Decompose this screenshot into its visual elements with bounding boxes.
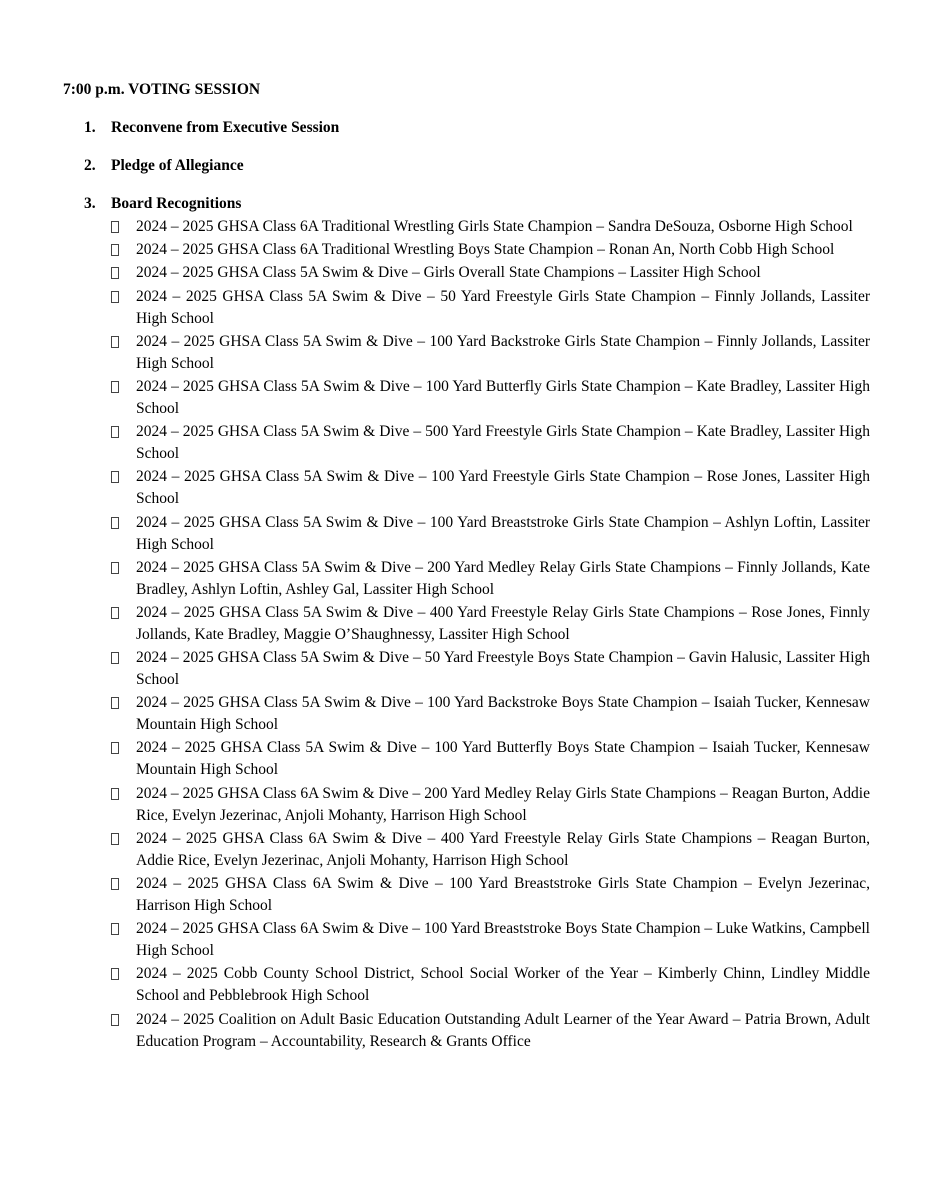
agenda-item-number: 3. (84, 195, 96, 212)
recognition-text: 2024 – 2025 GHSA Class 6A Swim & Dive – 200 Yard Medley Relay Girls State Champions – Reagan Burton, Addie Rice, Evelyn Jezerinac, Anjoli Mohanty, Harrison High School (136, 784, 870, 824)
bullet-box-icon (110, 737, 136, 781)
recognitions-list (110, 216, 870, 1054)
bullet-box-icon (110, 602, 136, 646)
recognition-text: 2024 – 2025 GHSA Class 5A Swim & Dive – 100 Yard Backstroke Boys State Champion – Isaiah Tucker, Kennesaw Mountain High School (136, 694, 870, 734)
recognition-item (110, 783, 870, 827)
recognition-item (110, 1009, 870, 1053)
bullet-box-icon (110, 512, 136, 556)
agenda-item-label: Pledge of Allegiance (111, 157, 244, 174)
recognition-text: 2024 – 2025 GHSA Class 5A Swim & Dive – 50 Yard Freestyle Girls State Champion – Finnly Jollands, Lassiter High School (136, 287, 870, 327)
recognition-item (110, 421, 870, 465)
recognition-item (110, 918, 870, 962)
recognition-text: 2024 – 2025 GHSA Class 5A Swim & Dive – Girls Overall State Champions – Lassiter High School (136, 264, 761, 282)
recognition-text: 2024 – 2025 GHSA Class 6A Swim & Dive – 100 Yard Breaststroke Girls State Champion – Evelyn Jezerinac, Harrison High School (136, 875, 870, 914)
recognition-text: 2024 – 2025 GHSA Class 5A Swim & Dive – 200 Yard Medley Relay Girls State Champions – Finnly Jollands, Kate Bradley, Ashlyn Loftin, Ashley Gal, Lassiter High School (136, 558, 870, 598)
agenda-list (84, 118, 874, 214)
agenda-item-label: Reconvene from Executive Session (111, 119, 340, 136)
agenda-item-label: Board Recognitions (111, 195, 242, 212)
recognition-item (110, 963, 870, 1007)
recognition-text: 2024 – 2025 GHSA Class 5A Swim & Dive – 400 Yard Freestyle Relay Girls State Champions – Rose Jones, Finnly Jollands, Kate Bradley, Maggie O’Shaughnessy, Lassiter High School (136, 603, 870, 643)
recognition-text: 2024 – 2025 GHSA Class 6A Traditional Wrestling Girls State Champion – Sandra DeSouza, Osborne High School (136, 218, 853, 235)
recognition-text: 2024 – 2025 GHSA Class 5A Swim & Dive – 100 Yard Butterfly Girls State Champion – Kate Bradley, Lassiter High School (136, 377, 870, 417)
recognition-text: 2024 – 2025 GHSA Class 5A Swim & Dive – 100 Yard Breaststroke Girls State Champion – Ashlyn Loftin, Lassiter High School (136, 513, 870, 553)
recognition-text: 2024 – 2025 GHSA Class 5A Swim & Dive – 50 Yard Freestyle Boys State Champion – Gavin Halusic, Lassiter High School (136, 649, 870, 689)
bullet-box-icon (110, 216, 136, 238)
recognition-text: 2024 – 2025 GHSA Class 6A Traditional Wrestling Boys State Champion – Ronan An, North Cobb High School (136, 241, 835, 259)
bullet-box-icon (110, 918, 136, 962)
bullet-box-icon (110, 239, 136, 261)
agenda-item (84, 156, 874, 176)
recognition-item (110, 873, 870, 917)
bullet-box-icon (110, 421, 136, 465)
recognition-item (110, 216, 870, 238)
recognition-text: 2024 – 2025 GHSA Class 5A Swim & Dive – 100 Yard Backstroke Girls State Champion – Finnly Jollands, Lassiter High School (136, 332, 870, 372)
bullet-box-icon (110, 783, 136, 827)
agenda-item (84, 194, 874, 214)
recognition-text: 2024 – 2025 GHSA Class 5A Swim & Dive – 500 Yard Freestyle Girls State Champion – Kate Bradley, Lassiter High School (136, 423, 870, 463)
recognition-item (110, 331, 870, 375)
recognition-item (110, 262, 870, 284)
recognition-text: 2024 – 2025 GHSA Class 5A Swim & Dive – 100 Yard Freestyle Girls State Champion – Rose Jones, Lassiter High School (136, 468, 870, 508)
bullet-box-icon (110, 1009, 136, 1053)
recognition-item (110, 239, 870, 261)
recognition-item (110, 602, 870, 646)
bullet-box-icon (110, 692, 136, 736)
recognition-item (110, 647, 870, 691)
recognition-text: 2024 – 2025 Coalition on Adult Basic Education Outstanding Adult Learner of the Year Award – Patria Brown, Adult Education Program – Accountability, Research & Grants Office (136, 1010, 870, 1050)
recognition-item (110, 512, 870, 556)
bullet-box-icon (110, 963, 136, 1007)
bullet-box-icon (110, 262, 136, 284)
bullet-box-icon (110, 376, 136, 420)
recognition-item (110, 692, 870, 736)
recognition-item (110, 557, 870, 601)
recognition-text: 2024 – 2025 GHSA Class 6A Swim & Dive – 400 Yard Freestyle Relay Girls State Champions – Reagan Burton, Addie Rice, Evelyn Jezerinac, Anjoli Mohanty, Harrison High School (136, 829, 870, 869)
recognition-item (110, 737, 870, 781)
bullet-box-icon (110, 286, 136, 330)
recognition-text: 2024 – 2025 GHSA Class 6A Swim & Dive – 100 Yard Breaststroke Boys State Champion – Luke Watkins, Campbell High School (136, 920, 870, 960)
agenda-item-number: 2. (84, 157, 96, 174)
agenda-item (84, 118, 874, 138)
recognition-text: 2024 – 2025 Cobb County School District, School Social Worker of the Year – Kimberly Chinn, Lindley Middle School and Pebblebrook High School (136, 965, 870, 1005)
agenda-item-number: 1. (84, 119, 96, 136)
bullet-box-icon (110, 331, 136, 375)
bullet-box-icon (110, 557, 136, 601)
bullet-box-icon (110, 873, 136, 917)
recognition-item (110, 466, 870, 510)
session-title: 7:00 p.m. VOTING SESSION (63, 81, 261, 98)
bullet-box-icon (110, 828, 136, 872)
recognition-text: 2024 – 2025 GHSA Class 5A Swim & Dive – 100 Yard Butterfly Boys State Champion – Isaiah Tucker, Kennesaw Mountain High School (136, 739, 870, 779)
recognition-item (110, 376, 870, 420)
recognition-item (110, 286, 870, 330)
bullet-box-icon (110, 647, 136, 691)
bullet-box-icon (110, 466, 136, 510)
recognition-item (110, 828, 870, 872)
